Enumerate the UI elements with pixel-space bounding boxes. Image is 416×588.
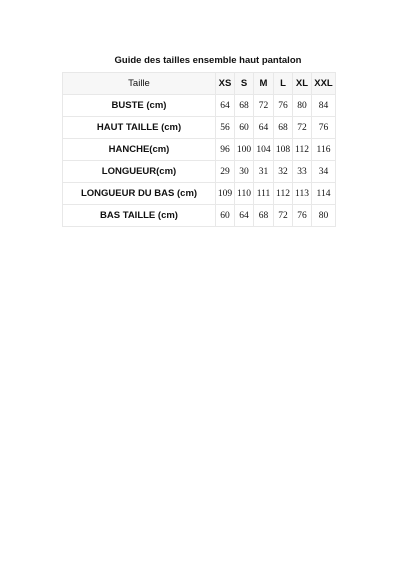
table-row xyxy=(63,139,336,161)
table-cell: 60 xyxy=(235,117,254,139)
table-cell: 84 xyxy=(312,95,336,117)
table-row xyxy=(63,95,336,117)
size-guide-table xyxy=(62,72,336,227)
table-row xyxy=(63,161,336,183)
table-cell: 33 xyxy=(293,161,312,183)
table-header-row xyxy=(63,73,336,95)
table-cell: 104 xyxy=(254,139,274,161)
table-cell: 96 xyxy=(216,139,235,161)
column-header-xs: XS xyxy=(216,73,235,95)
table-cell: 68 xyxy=(254,205,274,227)
row-label-longueur-du-bas: LONGUEUR DU BAS (cm) xyxy=(63,183,216,205)
table-cell: 112 xyxy=(274,183,293,205)
row-label-buste: BUSTE (cm) xyxy=(63,95,216,117)
table-cell: 72 xyxy=(293,117,312,139)
table-cell: 80 xyxy=(312,205,336,227)
table-cell: 109 xyxy=(216,183,235,205)
table-cell: 80 xyxy=(293,95,312,117)
table-cell: 113 xyxy=(293,183,312,205)
table-cell: 111 xyxy=(254,183,274,205)
table-row xyxy=(63,205,336,227)
table-cell: 108 xyxy=(274,139,293,161)
table-cell: 100 xyxy=(235,139,254,161)
table-cell: 31 xyxy=(254,161,274,183)
column-header-l: L xyxy=(274,73,293,95)
column-header-xxl: XXL xyxy=(312,73,336,95)
table-cell: 29 xyxy=(216,161,235,183)
table-cell: 32 xyxy=(274,161,293,183)
column-header-taille: Taille xyxy=(63,73,216,95)
column-header-m: M xyxy=(254,73,274,95)
table-cell: 72 xyxy=(254,95,274,117)
table-cell: 30 xyxy=(235,161,254,183)
table-cell: 72 xyxy=(274,205,293,227)
table-cell: 112 xyxy=(293,139,312,161)
row-label-bas-taille: BAS TAILLE (cm) xyxy=(63,205,216,227)
table-cell: 64 xyxy=(235,205,254,227)
table-cell: 34 xyxy=(312,161,336,183)
table-cell: 64 xyxy=(216,95,235,117)
table-cell: 76 xyxy=(293,205,312,227)
column-header-xl: XL xyxy=(293,73,312,95)
table-cell: 76 xyxy=(312,117,336,139)
row-label-longueur: LONGUEUR(cm) xyxy=(63,161,216,183)
table-row xyxy=(63,183,336,205)
table-cell: 110 xyxy=(235,183,254,205)
table-cell: 76 xyxy=(274,95,293,117)
row-label-hanche: HANCHE(cm) xyxy=(63,139,216,161)
table-cell: 56 xyxy=(216,117,235,139)
row-label-haut-taille: HAUT TAILLE (cm) xyxy=(63,117,216,139)
table-cell: 114 xyxy=(312,183,336,205)
column-header-s: S xyxy=(235,73,254,95)
table-cell: 64 xyxy=(254,117,274,139)
table-row xyxy=(63,117,336,139)
table-cell: 116 xyxy=(312,139,336,161)
table-cell: 68 xyxy=(235,95,254,117)
table-cell: 68 xyxy=(274,117,293,139)
table-cell: 60 xyxy=(216,205,235,227)
page-title: Guide des tailles ensemble haut pantalon xyxy=(114,55,302,66)
